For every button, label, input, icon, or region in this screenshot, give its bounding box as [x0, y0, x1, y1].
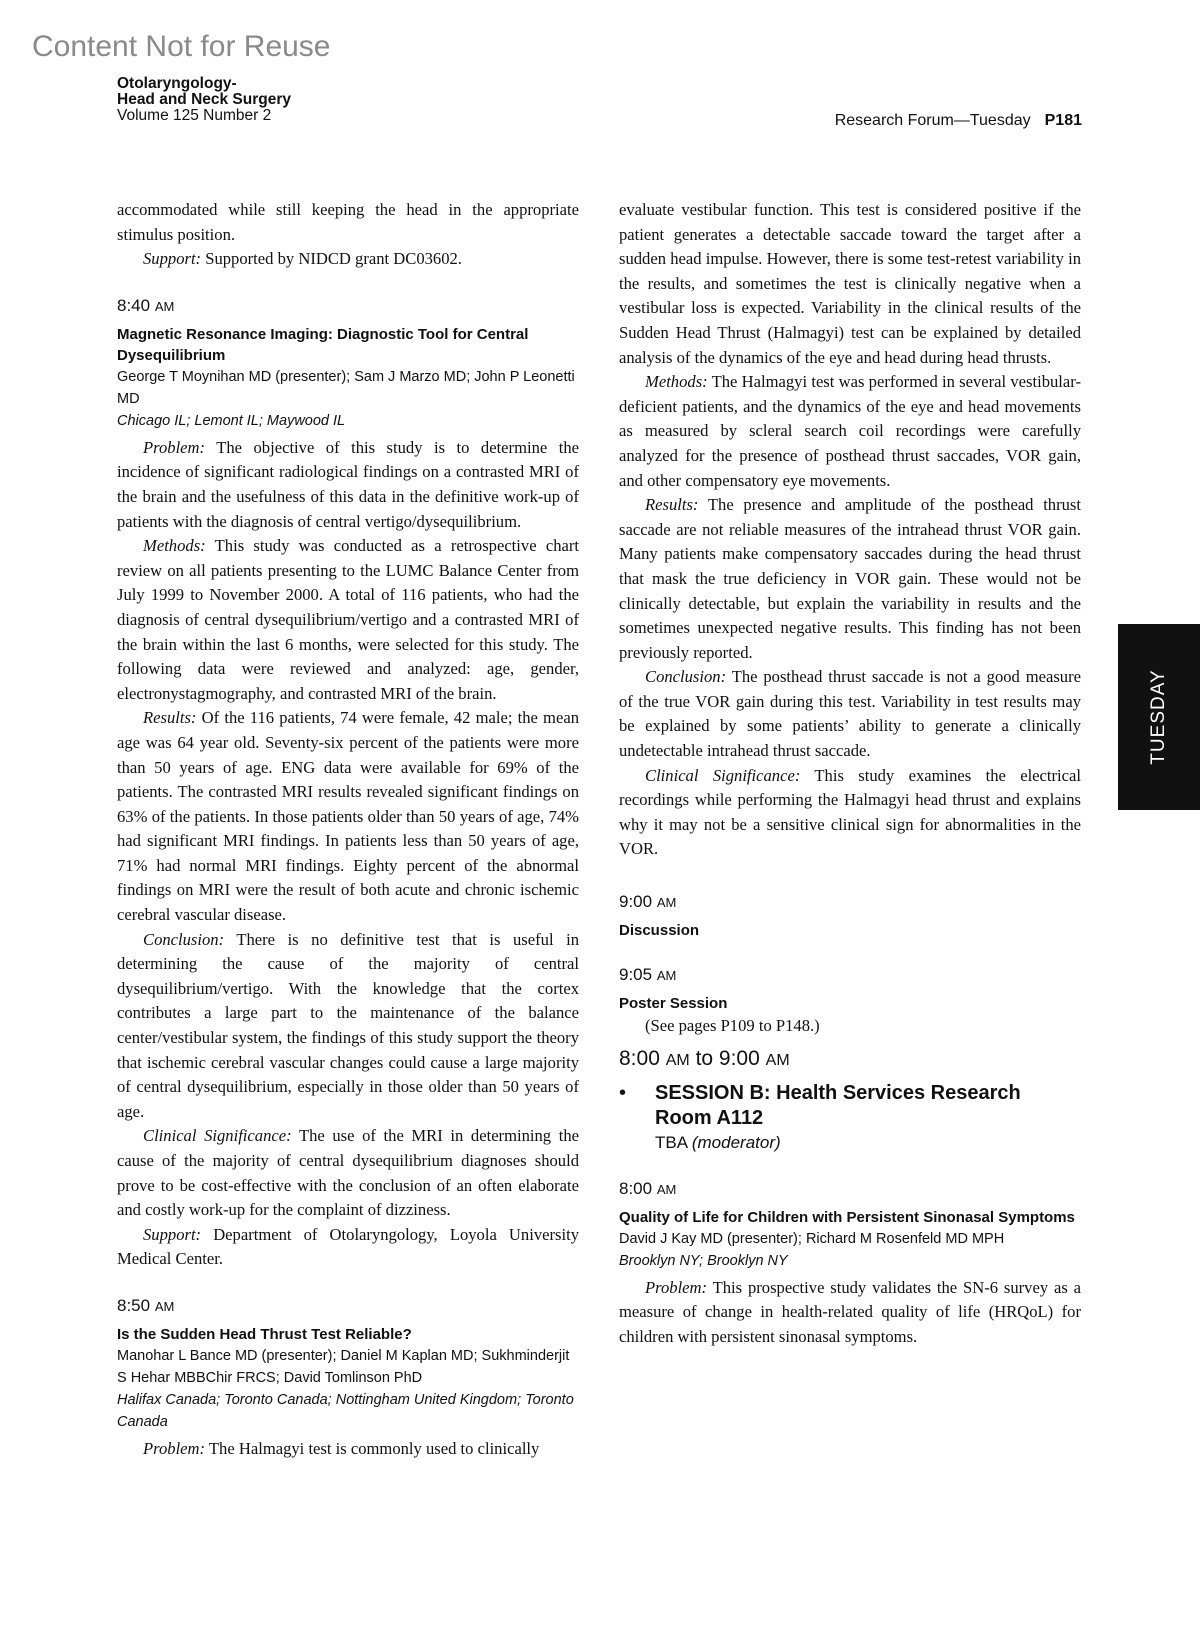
running-head-text: Research Forum—Tuesday: [834, 112, 1031, 129]
journal-volume: Volume 125 Number 2: [117, 107, 272, 124]
right-column: [619, 198, 1081, 1349]
abstract-time: 8:50 AM: [117, 1295, 175, 1315]
abstract-support: Support: Department of Otolaryngology, Loyola University Medical Center.: [117, 1224, 579, 1269]
abstract-locations: Brooklyn NY; Brooklyn NY: [619, 1252, 788, 1269]
continued-support: Support: Supported by NIDCD grant DC03602.: [143, 249, 462, 269]
poster-title: Poster Session: [619, 995, 728, 1013]
session-heading: [619, 1081, 1081, 1155]
abstract-results: Results: The presence and amplitude of the posthead thrust saccade are not reliable measures of the intrahead thrust VOR gain. Many patients make compensatory saccades during the head thrust that mask the true deficiency in VOR gain. These would not be clinically detectable, but explain the variability in results and the sometimes unexpected negative results. This finding has not been previously reported.: [619, 495, 1081, 662]
abstract-authors: David J Kay MD (presenter); Richard M Rosenfeld MD MPH: [619, 1230, 1005, 1247]
side-tab: [1118, 624, 1200, 810]
abstract-clinical-significance: Clinical Significance: This study examines the electrical recordings while performing the Halmagyi head thrust and explains why it may not be a sensitive clinical sign for abnormalities in the VOR.: [619, 765, 1081, 859]
poster-note: (See pages P109 to P148.): [645, 1016, 820, 1036]
abstract-title: Is the Sudden Head Thrust Test Reliable?: [117, 1325, 412, 1343]
abstract-results: Results: Of the 116 patients, 74 were female, 42 male; the mean age was 64 year old. Seventy-six percent of the patients were more than 50 years of age. ENG data were available for 69% of the patients. The contrasted MRI results revealed significant findings on 63% of the patients. In those patients older than 50 years of age, 74% had significant MRI findings. In patients less than 50 years of age, 71% had normal MRI findings. Eighty percent of the abnormal findings on MRI were the result of both acute and chronic ischemic cerebral vascular disease.: [117, 708, 579, 925]
abstract-problem: Problem: This prospective study validates the SN-6 survey as a measure of change in health-related quality of life (HRQoL) for children with persistent sinonasal symptoms.: [619, 1277, 1081, 1346]
abstract-time: 8:00 AM: [619, 1178, 677, 1198]
session-moderator: TBA (moderator): [655, 1132, 781, 1152]
abstract-locations: Chicago IL; Lemont IL; Maywood IL: [117, 412, 346, 429]
discussion-title: Discussion: [619, 922, 700, 940]
journal-info: [117, 76, 291, 124]
abstract-problem: Problem: The Halmagyi test is commonly used to clinically: [143, 1438, 540, 1458]
abstract-methods: Methods: This study was conducted as a retrospective chart review on all patients presenting to the LUMC Balance Center from July 1999 to November 2000. A total of 116 patients, who had the diagnosis of central dysequilibrium/vertigo and a contrasted MRI of the brain within the last 6 months, were selected for this study. The following data were reviewed and analyzed: age, gender, electronystagmography, and contrasted MRI of the brain.: [117, 536, 579, 703]
discussion-time: 9:00 AM: [619, 892, 677, 912]
journal-line2: Head and Neck Surgery: [117, 91, 292, 108]
running-head: [835, 112, 1082, 130]
page-number: P181: [1044, 112, 1082, 129]
session-title: SESSION B: Health Services Research: [655, 1081, 1021, 1104]
abstract-authors: George T Moynihan MD (presenter); Sam J Marzo MD; John P Leonetti MD: [117, 368, 575, 407]
abstract-conclusion: Conclusion: The posthead thrust saccade is not a good measure of the true VOR gain during this test. Variability in test results may be explained by some patients’ ability to generate a clinically undetectable intrahead thrust saccade.: [619, 667, 1081, 761]
continued-text: evaluate vestibular function. This test is considered positive if the patient generates a detectable saccade toward the target after a sudden head impulse. However, there is some test-retest variability in the results, and sometimes the test is clinically negative when a vestibular loss is expected. Variability in the clinical results of the Sudden Head Thrust (Halmagyi) test can be explained by detailed analysis of the dynamics of the eye and head during head thrusts.: [619, 200, 1081, 367]
session-room: Room A112: [655, 1106, 764, 1129]
abstract-conclusion: Conclusion: There is no definitive test that is useful in determining the cause of the majority of central dysequilibrium/vertigo. With the knowledge that the cortex contributes a large part to the maintenance of the balance center/vestibular system, the findings of this study support the theory that ischemic cerebral vascular changes could cause a large majority of central dysequilibrium, especially in those older than 50 years of age.: [117, 929, 579, 1121]
abstract-problem: Problem: The objective of this study is to determine the incidence of significant radiological findings on a contrasted MRI of the brain and the usefulness of this data in the definitive work-up of patients with the diagnosis of central vertigo/dysequilibrium.: [117, 437, 579, 531]
abstract-methods: Methods: The Halmagyi test was performed in several vestibular-deficient patients, and the dynamics of the eye and head movements as measured by scleral search coil recordings were carefully analyzed for the presence of posthead thrust saccades, VOR gain, and other compensatory eye movements.: [619, 372, 1081, 490]
session-bullet: •: [619, 1081, 627, 1104]
abstract-authors: Manohar L Bance MD (presenter); Daniel M Kaplan MD; Sukhminderjit S Hehar MBBChir FRCS; David Tomlinson PhD: [117, 1347, 570, 1386]
session-time: 8:00 AM to 9:00 AM: [619, 1046, 790, 1070]
side-tab-label: TUESDAY: [1148, 669, 1169, 765]
abstract-locations: Halifax Canada; Toronto Canada; Nottingham United Kingdom; Toronto Canada: [117, 1391, 574, 1430]
continued-text: accommodated while still keeping the head in the appropriate stimulus position.: [117, 200, 579, 244]
poster-time: 9:05 AM: [619, 965, 677, 985]
journal-line1: Otolaryngology-: [117, 75, 237, 92]
abstract-clinical-significance: Clinical Significance: The use of the MRI in determining the cause of the majority of central dysequilibrium diagnoses should prove to be cost-effective with the conclusion of an often elaborate and costly work-up for the complaint of dizziness.: [117, 1126, 579, 1220]
abstract-time: 8:40 AM: [117, 295, 175, 315]
abstract-title: Magnetic Resonance Imaging: Diagnostic Tool for Central Dysequilibrium: [117, 325, 529, 364]
abstract-title: Quality of Life for Children with Persistent Sinonasal Symptoms: [619, 1208, 1075, 1226]
left-column: [117, 198, 579, 1462]
watermark: Content Not for Reuse: [32, 30, 331, 63]
